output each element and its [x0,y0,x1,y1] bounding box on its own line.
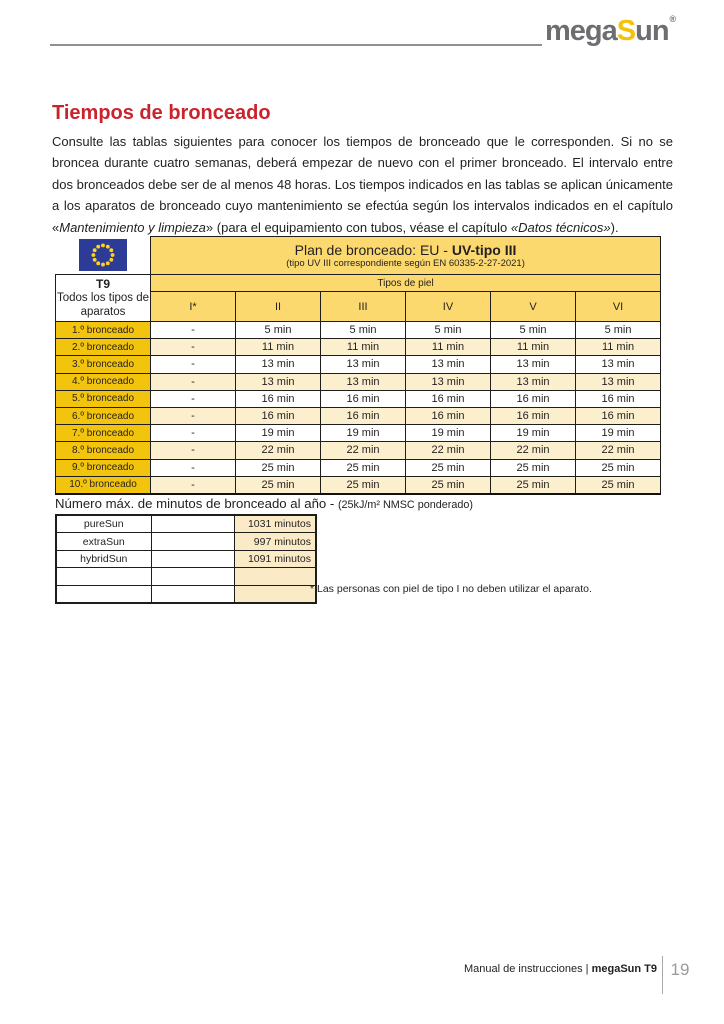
time-cell: 16 min [491,390,576,407]
device-model: T9 [95,277,110,291]
time-cell: 16 min [236,390,321,407]
row-label: 3.º bronceado [56,356,151,373]
mode-name [56,585,151,603]
intro-paragraph [52,131,673,238]
time-cell: 19 min [236,425,321,442]
footer-product-name: megaSun T9 [591,963,657,975]
skin-type-col-4: IV [406,292,491,322]
time-cell: 25 min [491,459,576,476]
time-cell: 22 min [491,442,576,459]
row-label: 9.º bronceado [56,459,151,476]
time-cell: 13 min [321,373,406,390]
time-cell: 22 min [406,442,491,459]
table-row [56,585,316,603]
footer-divider [662,956,663,994]
skin-type-one-note: * Las personas con piel de tipo I no deben utilizar el aparato. [310,583,592,595]
time-cell: - [151,459,236,476]
time-cell: - [151,373,236,390]
logo-text-un: un [635,15,669,47]
time-cell: 5 min [321,322,406,339]
minutes-value [234,568,316,585]
time-cell: 13 min [491,373,576,390]
time-cell: 5 min [576,322,661,339]
table-row [56,425,661,442]
time-cell: 25 min [491,476,576,494]
row-label: 6.º bronceado [56,407,151,424]
chapter-reference-technical-data: «Datos técnicos» [510,219,611,235]
time-cell: 25 min [236,476,321,494]
plan-header-row [56,237,661,275]
plan-subtitle: (tipo UV III correspondiente según EN 60335-2-27-2021) [286,258,525,269]
empty-cell [151,533,234,550]
time-cell: - [151,339,236,356]
time-cell: 11 min [321,339,406,356]
chapter-reference-maintenance: Mantenimiento y limpieza [59,219,206,235]
time-cell: - [151,425,236,442]
table-row [56,407,661,424]
row-label: 10.º bronceado [56,476,151,494]
time-cell: - [151,356,236,373]
time-cell: 16 min [491,407,576,424]
time-cell: 5 min [236,322,321,339]
time-cell: 16 min [406,407,491,424]
time-cell: 22 min [321,442,406,459]
skin-type-col-2: II [236,292,321,322]
time-cell: 25 min [321,459,406,476]
time-cell: 25 min [576,459,661,476]
time-cell: - [151,476,236,494]
empty-cell [151,585,234,603]
time-cell: 13 min [406,373,491,390]
plan-title-text: Plan de bronceado: EU - [294,242,452,258]
time-cell: 16 min [321,407,406,424]
annual-minutes-table [55,514,317,604]
skin-types-header: Tipos de piel [151,275,661,292]
device-cell [56,275,151,322]
row-label: 4.º bronceado [56,373,151,390]
time-cell: - [151,442,236,459]
row-label: 8.º bronceado [56,442,151,459]
time-cell: 11 min [236,339,321,356]
table-row [56,515,316,533]
empty-cell [151,568,234,585]
minutes-value: 1091 minutos [234,550,316,567]
time-cell: 19 min [406,425,491,442]
time-cell: 16 min [406,390,491,407]
time-cell: 16 min [236,407,321,424]
table-row [56,373,661,390]
table-row [56,459,661,476]
paragraph-text: Consulte las tablas siguientes para conocer los tiempos de bronceado que le corresponden. Si no se broncea durante cuatro semanas, deberá empezar de nuevo con el primer bronceado. El intervalo entre dos bronceados debe ser de al menos 48 horas. Los tiempos indicados en las tablas se aplican únicamente a los aparatos de bronceado cuyo mantenimiento se efectúa según los intervalos indicados en el capítulo « [52,134,673,235]
row-label: 1.º bronceado [56,322,151,339]
time-cell: 13 min [236,356,321,373]
time-cell: - [151,390,236,407]
table-row [56,442,661,459]
annual-heading-detail: (25kJ/m² NMSC ponderado) [337,499,473,511]
paragraph-text: » (para el equipamiento con tubos, véase el capítulo [205,219,511,235]
mode-name: pureSun [56,515,151,533]
minutes-value [234,585,316,603]
table-row [56,550,316,567]
table-row [56,339,661,356]
tanning-plan-table [55,236,661,495]
footer-text: Manual de instrucciones | [464,963,592,975]
time-cell: 22 min [576,442,661,459]
paragraph-text: ). [610,219,619,235]
device-scope: Todos los tipos de aparatos [56,292,150,318]
time-cell: 13 min [321,356,406,373]
minutes-value: 997 minutos [234,533,316,550]
time-cell: 25 min [576,476,661,494]
footer-manual-label [464,963,657,975]
annual-heading-main: Número máx. de minutos de bronceado al año - [55,496,338,511]
row-label: 7.º bronceado [56,425,151,442]
time-cell: 11 min [406,339,491,356]
minutes-value: 1031 minutos [234,515,316,533]
time-cell: - [151,407,236,424]
plan-header [151,237,661,275]
time-cell: 5 min [406,322,491,339]
table-row [56,356,661,373]
plan-title-uv-type: UV-tipo III [451,242,517,258]
page-title: Tiempos de bronceado [52,102,271,124]
mode-name: extraSun [56,533,151,550]
mode-name [56,568,151,585]
skin-type-col-3: III [321,292,406,322]
mode-name: hybridSun [56,550,151,567]
logo-text-s: S [616,15,636,47]
time-cell: 19 min [576,425,661,442]
registered-trademark-icon: ® [669,14,677,24]
time-cell: 19 min [321,425,406,442]
table-row [56,568,316,585]
empty-cell [151,515,234,533]
table-row [56,390,661,407]
time-cell: 16 min [576,390,661,407]
time-cell: 13 min [406,356,491,373]
logo-text-mega: mega [545,15,617,47]
skin-type-col-6: VI [576,292,661,322]
skin-type-col-5: V [491,292,576,322]
empty-cell [151,550,234,567]
time-cell: 25 min [321,476,406,494]
table-row [56,476,661,494]
eu-flag [56,237,151,275]
time-cell: 22 min [236,442,321,459]
eu-flag-icon [79,239,127,271]
annual-minutes-heading [55,496,473,511]
time-cell: 25 min [406,476,491,494]
time-cell: 16 min [576,407,661,424]
time-cell: 25 min [406,459,491,476]
time-cell: 25 min [236,459,321,476]
row-label: 5.º bronceado [56,390,151,407]
time-cell: 11 min [491,339,576,356]
table-row [56,322,661,339]
page-number: 19 [670,960,690,979]
time-cell: 13 min [576,373,661,390]
time-cell: 11 min [576,339,661,356]
time-cell: 5 min [491,322,576,339]
time-cell: 16 min [321,390,406,407]
time-cell: 19 min [491,425,576,442]
time-cell: - [151,322,236,339]
table-row [56,533,316,550]
skin-type-col-1: I* [151,292,236,322]
plan-title [151,242,660,258]
time-cell: 13 min [236,373,321,390]
megasun-logo [545,14,676,48]
time-cell: 13 min [576,356,661,373]
header-rule [50,44,542,46]
skin-header-row [56,275,661,292]
time-cell: 13 min [491,356,576,373]
row-label: 2.º bronceado [56,339,151,356]
